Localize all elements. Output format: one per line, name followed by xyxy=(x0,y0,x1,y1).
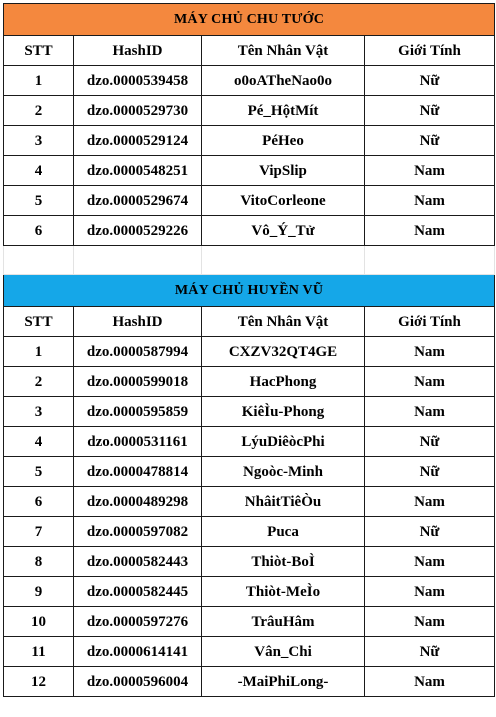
character-name-cell[interactable]: Thiòt-MeÌo xyxy=(202,577,365,607)
table-row xyxy=(4,637,495,667)
table-row xyxy=(4,547,495,577)
stt-cell[interactable]: 5 xyxy=(4,186,74,216)
character-name-cell[interactable]: VipSlip xyxy=(202,156,365,186)
stt-cell[interactable]: 5 xyxy=(4,457,74,487)
table-row xyxy=(4,427,495,457)
server-title[interactable]: MÁY CHỦ CHU TƯỚC xyxy=(4,4,495,36)
hashid-cell[interactable]: dzo.0000529124 xyxy=(74,126,202,156)
column-header-row xyxy=(4,307,495,337)
stt-cell[interactable]: 6 xyxy=(4,487,74,517)
hashid-cell[interactable]: dzo.0000529730 xyxy=(74,96,202,126)
gender-cell[interactable]: Nam xyxy=(365,367,495,397)
gender-cell[interactable]: Nam xyxy=(365,607,495,637)
empty-cell[interactable] xyxy=(202,246,365,275)
table-row xyxy=(4,126,495,156)
stt-cell[interactable]: 11 xyxy=(4,637,74,667)
gender-cell[interactable]: Nữ xyxy=(365,517,495,547)
character-name-cell[interactable]: KiêÌu-Phong xyxy=(202,397,365,427)
server-banner-row xyxy=(4,275,495,307)
character-name-cell[interactable]: Thiòt-BoÌ xyxy=(202,547,365,577)
gender-cell[interactable]: Nam xyxy=(365,156,495,186)
stt-cell[interactable]: 3 xyxy=(4,126,74,156)
character-name-cell[interactable]: VitoCorleone xyxy=(202,186,365,216)
hashid-cell[interactable]: dzo.0000529674 xyxy=(74,186,202,216)
stt-cell[interactable]: 2 xyxy=(4,96,74,126)
server-banner-row xyxy=(4,4,495,36)
table-row xyxy=(4,457,495,487)
server-title[interactable]: MÁY CHỦ HUYỀN VŨ xyxy=(4,275,495,307)
gender-cell[interactable]: Nữ xyxy=(365,66,495,96)
table-row xyxy=(4,216,495,246)
hashid-cell[interactable]: dzo.0000614141 xyxy=(74,637,202,667)
gender-cell[interactable]: Nam xyxy=(365,397,495,427)
table-row xyxy=(4,66,495,96)
gender-cell[interactable]: Nữ xyxy=(365,96,495,126)
table-row xyxy=(4,367,495,397)
gender-cell[interactable]: Nữ xyxy=(365,457,495,487)
hashid-cell[interactable]: dzo.0000599018 xyxy=(74,367,202,397)
character-name-cell[interactable]: Pé_HộtMít xyxy=(202,96,365,126)
stt-cell[interactable]: 10 xyxy=(4,607,74,637)
table-body xyxy=(4,4,495,697)
gender-cell[interactable]: Nữ xyxy=(365,126,495,156)
table-row xyxy=(4,96,495,126)
gender-cell[interactable]: Nam xyxy=(365,216,495,246)
table-row xyxy=(4,156,495,186)
empty-cell[interactable] xyxy=(74,246,202,275)
character-name-cell[interactable]: Vân_Chi xyxy=(202,637,365,667)
stt-cell[interactable]: 1 xyxy=(4,337,74,367)
stt-cell[interactable]: 9 xyxy=(4,577,74,607)
hashid-cell[interactable]: dzo.0000529226 xyxy=(74,216,202,246)
character-name-header[interactable]: Tên Nhân Vật xyxy=(202,307,365,337)
table-row xyxy=(4,577,495,607)
character-name-cell[interactable]: o0oATheNao0o xyxy=(202,66,365,96)
gender-header[interactable]: Giới Tính xyxy=(365,307,495,337)
gender-cell[interactable]: Nam xyxy=(365,487,495,517)
hashid-cell[interactable]: dzo.0000597276 xyxy=(74,607,202,637)
hashid-cell[interactable]: dzo.0000489298 xyxy=(74,487,202,517)
column-header-row xyxy=(4,36,495,66)
hashid-cell[interactable]: dzo.0000582445 xyxy=(74,577,202,607)
character-name-header[interactable]: Tên Nhân Vật xyxy=(202,36,365,66)
character-name-cell[interactable]: TrâuHâm xyxy=(202,607,365,637)
stt-header[interactable]: STT xyxy=(4,307,74,337)
gender-cell[interactable]: Nam xyxy=(365,577,495,607)
empty-cell[interactable] xyxy=(4,246,74,275)
hashid-cell[interactable]: dzo.0000478814 xyxy=(74,457,202,487)
hashid-cell[interactable]: dzo.0000596004 xyxy=(74,667,202,697)
character-name-cell[interactable]: PéHeo xyxy=(202,126,365,156)
stt-cell[interactable]: 4 xyxy=(4,427,74,457)
hashid-cell[interactable]: dzo.0000548251 xyxy=(74,156,202,186)
gender-cell[interactable]: Nam xyxy=(365,547,495,577)
table-row xyxy=(4,397,495,427)
character-name-cell[interactable]: HacPhong xyxy=(202,367,365,397)
character-name-cell[interactable]: -MaiPhiLong- xyxy=(202,667,365,697)
stt-cell[interactable]: 7 xyxy=(4,517,74,547)
gender-cell[interactable]: Nam xyxy=(365,667,495,697)
hashid-cell[interactable]: dzo.0000587994 xyxy=(74,337,202,367)
hashid-cell[interactable]: dzo.0000595859 xyxy=(74,397,202,427)
gender-cell[interactable]: Nữ xyxy=(365,637,495,667)
table-row xyxy=(4,517,495,547)
table-row xyxy=(4,186,495,216)
stt-cell[interactable]: 12 xyxy=(4,667,74,697)
character-name-cell[interactable]: LýuDiêòcPhi xyxy=(202,427,365,457)
character-name-cell[interactable]: NhâitTiêÒu xyxy=(202,487,365,517)
hashid-header[interactable]: HashID xyxy=(74,36,202,66)
hashid-cell[interactable]: dzo.0000582443 xyxy=(74,547,202,577)
hashid-header[interactable]: HashID xyxy=(74,307,202,337)
empty-spacer-row xyxy=(4,246,495,275)
character-name-cell[interactable]: Vô_Ý_Tử xyxy=(202,216,365,246)
character-name-cell[interactable]: Puca xyxy=(202,517,365,547)
table-row xyxy=(4,487,495,517)
stt-cell[interactable]: 6 xyxy=(4,216,74,246)
hashid-cell[interactable]: dzo.0000539458 xyxy=(74,66,202,96)
gender-header[interactable]: Giới Tính xyxy=(365,36,495,66)
gender-cell[interactable]: Nam xyxy=(365,337,495,367)
gender-cell[interactable]: Nữ xyxy=(365,427,495,457)
server-tables xyxy=(3,3,495,697)
character-name-cell[interactable]: Ngoòc-Minh xyxy=(202,457,365,487)
stt-cell[interactable]: 8 xyxy=(4,547,74,577)
table-row xyxy=(4,667,495,697)
stt-cell[interactable]: 1 xyxy=(4,66,74,96)
stt-cell[interactable]: 4 xyxy=(4,156,74,186)
empty-cell[interactable] xyxy=(365,246,495,275)
hashid-cell[interactable]: dzo.0000597082 xyxy=(74,517,202,547)
stt-cell[interactable]: 3 xyxy=(4,397,74,427)
hashid-cell[interactable]: dzo.0000531161 xyxy=(74,427,202,457)
spreadsheet xyxy=(3,3,494,697)
character-name-cell[interactable]: CXZV32QT4GE xyxy=(202,337,365,367)
gender-cell[interactable]: Nam xyxy=(365,186,495,216)
stt-cell[interactable]: 2 xyxy=(4,367,74,397)
stt-header[interactable]: STT xyxy=(4,36,74,66)
table-row xyxy=(4,607,495,637)
table-row xyxy=(4,337,495,367)
